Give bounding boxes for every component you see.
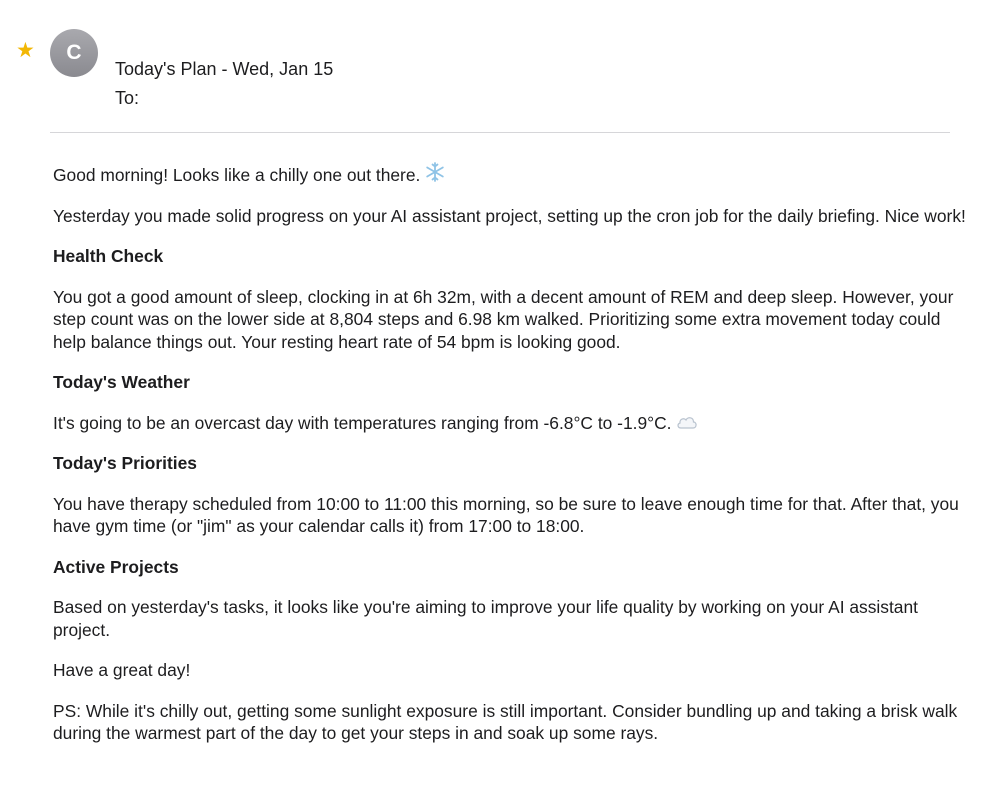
weather-paragraph — [53, 412, 978, 435]
email-body — [53, 161, 978, 763]
greeting-paragraph — [53, 161, 978, 187]
projects-paragraph: Based on yesterday's tasks, it looks like you're aiming to improve your life quality by working on your AI assistant project. — [53, 597, 918, 640]
header-divider — [50, 132, 950, 133]
weather-heading: Today's Weather — [53, 372, 190, 392]
ps-paragraph: PS: While it's chilly out, getting some sunlight exposure is still important. Consider bundling up and taking a brisk walk during the warmest part of the day to get your steps in and soak up some rays. — [53, 700, 958, 743]
priorities-heading: Today's Priorities — [53, 453, 197, 473]
avatar — [50, 29, 98, 77]
to-label: To: — [115, 88, 140, 108]
cloud-icon — [675, 413, 699, 431]
health-heading: Health Check — [53, 246, 164, 266]
email-subject: Today's Plan - Wed, Jan 15 — [115, 59, 334, 79]
snowflake-icon — [424, 161, 446, 183]
priorities-paragraph: You have therapy scheduled from 10:00 to 11:00 this morning, so be sure to leave enough time for that. After that, you have gym time (or "jim" as your calendar calls it) from 17:00 to 18:00. — [53, 493, 959, 536]
weather-text: It's going to be an overcast day with temperatures ranging from -6.8°C to -1.9°C. — [53, 412, 672, 433]
health-paragraph: You got a good amount of sleep, clocking in at 6h 32m, with a decent amount of REM and deep sleep. However, your step count was on the lower side at 8,804 steps and 6.98 km walked. Prioritizing some extra movement today could help balance things out. Your resting heart rate of 54 bpm is looking good. — [53, 286, 954, 352]
greeting-text: Good morning! Looks like a chilly one out there. — [53, 165, 421, 185]
projects-heading: Active Projects — [53, 556, 179, 577]
star-icon[interactable]: ★ — [16, 39, 35, 62]
avatar-initial: C — [66, 41, 82, 64]
signoff-paragraph: Have a great day! — [53, 660, 191, 680]
yesterday-paragraph: Yesterday you made solid progress on your AI assistant project, setting up the cron job for the daily briefing. Nice work! — [53, 205, 966, 226]
